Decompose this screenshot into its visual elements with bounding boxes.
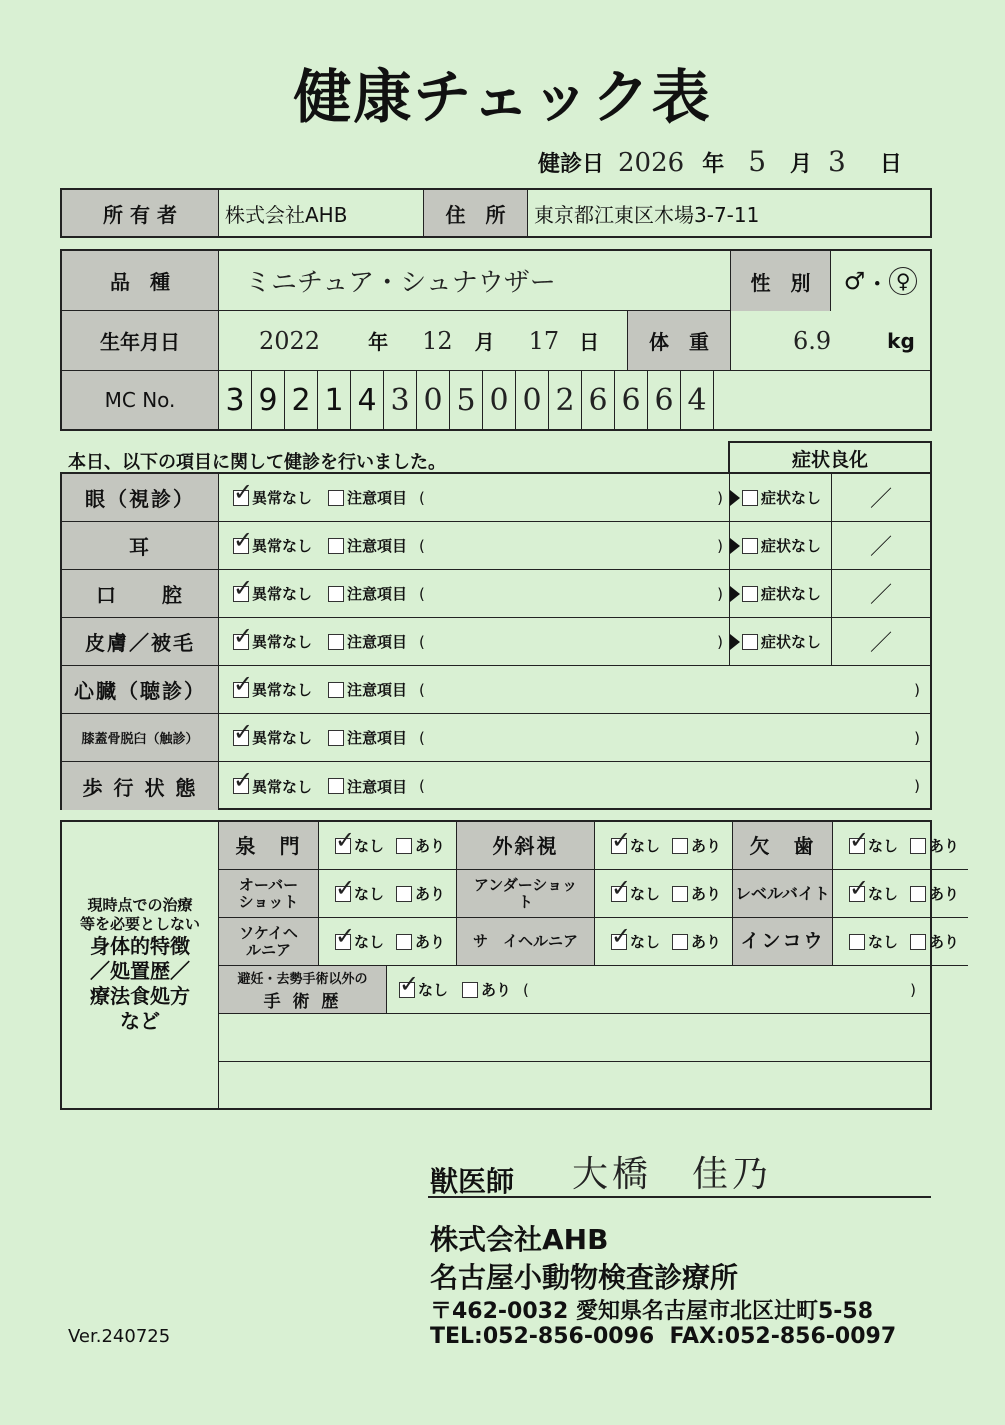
mc-digit: 2 — [285, 371, 318, 429]
none-option[interactable] — [849, 883, 898, 904]
nosymptom-option-label: 症状なし — [761, 489, 822, 507]
normal-option-label: 異常なし — [252, 489, 313, 507]
owner-value: 株式会社AHB — [219, 190, 424, 236]
improve-cell — [730, 522, 832, 570]
feature-options — [595, 822, 733, 870]
none-option[interactable] — [849, 931, 898, 952]
paren-close: ) — [717, 632, 723, 651]
intro-text: 本日、以下の項目に関して健診を行いました。 — [68, 452, 446, 473]
none-checkbox[interactable] — [611, 934, 627, 950]
mc-digit: 6 — [648, 371, 681, 429]
weight-value-cell — [731, 311, 930, 371]
attention-option-label: 注意項目 — [347, 681, 408, 699]
address-value: 東京都江東区木場3-7-11 — [534, 202, 760, 227]
mc-digit: 4 — [351, 371, 384, 429]
sex-value — [831, 251, 930, 311]
blank-row[interactable] — [219, 1062, 930, 1108]
exam-item-row — [219, 762, 930, 810]
nosymptom-option-label: 症状なし — [761, 537, 822, 555]
exam-item-label: 膝蓋骨脱臼（触診） — [62, 714, 219, 762]
nosymptom-option[interactable] — [742, 487, 821, 508]
yes-option-label: あり — [929, 933, 960, 951]
normal-option-label: 異常なし — [252, 681, 313, 699]
birth-month: 12 — [422, 326, 453, 355]
breed-value: ミニチュア・シュナウザー — [219, 251, 731, 311]
normal-option-label: 異常なし — [252, 777, 313, 796]
blank-row[interactable] — [219, 1014, 930, 1062]
birth-year: 2022 — [259, 326, 321, 355]
none-checkbox[interactable] — [611, 838, 627, 854]
yes-option[interactable] — [672, 883, 721, 904]
feature-options — [833, 870, 968, 918]
improve-slash-cell — [832, 474, 930, 522]
yes-option[interactable] — [910, 835, 959, 856]
attention-checkbox[interactable] — [328, 778, 344, 794]
paren-close: ) — [910, 980, 916, 999]
improve-slash-cell — [832, 522, 930, 570]
normal-checkbox[interactable] — [233, 538, 249, 554]
normal-option-label: 異常なし — [252, 633, 313, 651]
feature-options — [833, 918, 968, 966]
yes-option[interactable] — [396, 835, 445, 856]
paren-open: ( — [419, 536, 425, 555]
features-grid — [219, 822, 960, 1108]
attention-option[interactable] — [328, 535, 407, 556]
normal-option-label: 異常なし — [252, 537, 313, 555]
exam-item-row — [219, 618, 730, 666]
exam-date — [538, 145, 902, 178]
yes-option-label: あり — [415, 933, 446, 951]
body-section-line: 療法食処方 — [90, 983, 190, 1008]
yes-checkbox[interactable] — [396, 934, 412, 950]
body-section-line: 等を必要としない — [79, 915, 200, 933]
feature-label: 欠 歯 — [733, 822, 833, 870]
arrow-right-icon — [730, 586, 740, 602]
birth-year-unit: 年 — [368, 330, 389, 354]
exam-item-label: 皮膚／被毛 — [62, 618, 219, 666]
yes-checkbox[interactable] — [910, 838, 926, 854]
mc-digit: 0 — [483, 371, 516, 429]
exam-item-label: 口 腔 — [62, 570, 219, 618]
attention-option[interactable] — [328, 487, 407, 508]
feature-options — [319, 870, 457, 918]
pet-info-table — [60, 249, 932, 431]
improve-slash-cell — [832, 618, 930, 666]
attention-option[interactable] — [328, 679, 407, 700]
yes-option-label: あり — [691, 837, 722, 855]
sex-label: 性 別 — [731, 251, 831, 311]
attention-option-label: 注意項目 — [347, 777, 408, 796]
mc-label: MC No. — [62, 371, 219, 429]
none-option[interactable] — [611, 883, 660, 904]
exam-date-day: 3 — [828, 145, 846, 178]
none-option-label: なし — [868, 885, 899, 903]
none-option[interactable] — [611, 835, 660, 856]
owner-address-table — [60, 188, 932, 238]
yes-option[interactable] — [672, 931, 721, 952]
none-option[interactable] — [849, 835, 898, 856]
surgery-yes-option[interactable] — [462, 979, 511, 1000]
paren-open: ( — [523, 980, 529, 999]
paren-close: ) — [717, 584, 723, 603]
normal-checkbox[interactable] — [233, 682, 249, 698]
yes-checkbox[interactable] — [910, 886, 926, 902]
none-option-label: なし — [868, 933, 899, 951]
body-section-line: など — [120, 1008, 160, 1033]
body-section-line: ／処置歴／ — [90, 958, 190, 983]
mc-digit: 3 — [219, 371, 252, 429]
birth-value — [219, 311, 628, 371]
body-section-label — [62, 822, 219, 1108]
improve-header-label: 症状良化 — [791, 449, 868, 471]
mc-digit: 2 — [549, 371, 582, 429]
surgery-none-option[interactable] — [399, 979, 448, 1000]
surgery-label-top: 避妊・去勢手術以外の — [237, 971, 368, 987]
mc-digit: 6 — [582, 371, 615, 429]
nosymptom-option-label: 症状なし — [761, 633, 822, 651]
yes-option[interactable] — [672, 835, 721, 856]
none-checkbox[interactable] — [335, 934, 351, 950]
attention-checkbox[interactable] — [328, 538, 344, 554]
paren-close: ) — [717, 536, 723, 555]
paren-open: ( — [419, 632, 425, 651]
mc-digit: 0 — [516, 371, 549, 429]
yes-option-label: あり — [415, 885, 446, 903]
exam-date-month: 5 — [748, 145, 767, 178]
exam-item-row — [219, 666, 930, 714]
normal-option[interactable] — [233, 727, 312, 748]
attention-checkbox[interactable] — [328, 490, 344, 506]
improve-cell — [730, 474, 832, 522]
birth-day-unit: 日 — [579, 330, 600, 354]
feature-label: インコウ — [733, 918, 833, 966]
nosymptom-option-label: 症状なし — [761, 585, 822, 603]
attention-checkbox[interactable] — [328, 682, 344, 698]
yes-option[interactable] — [910, 883, 959, 904]
birth-month-unit: 月 — [474, 330, 495, 354]
surgery-label-bottom: 手 術 歴 — [263, 991, 342, 1012]
birth-day: 17 — [528, 326, 560, 355]
feature-label: 外斜視 — [457, 822, 595, 870]
feature-label: サ イヘルニア — [457, 918, 595, 966]
surgery-yes-label: あり — [481, 981, 512, 999]
paren-open: ( — [419, 488, 425, 507]
attention-option-label: 注意項目 — [347, 489, 408, 507]
paren-close: ) — [914, 777, 920, 795]
yes-option-label: あり — [691, 885, 722, 903]
yes-option[interactable] — [910, 931, 959, 952]
paren-close: ) — [914, 680, 920, 699]
none-option-label: なし — [354, 885, 385, 903]
none-option[interactable] — [611, 931, 660, 952]
normal-option-label: 異常なし — [252, 729, 313, 747]
mc-digit: 4 — [681, 371, 714, 429]
attention-checkbox[interactable] — [328, 730, 344, 746]
attention-option[interactable] — [328, 727, 407, 748]
normal-checkbox[interactable] — [233, 634, 249, 650]
clinic-address: 〒462-0032 愛知県名古屋市北区辻町5-58 — [430, 1299, 873, 1324]
vet-label: 獣医師 — [430, 1165, 515, 1198]
attention-option[interactable] — [328, 583, 407, 604]
yes-option-label: あり — [929, 885, 960, 903]
exam-item-label: 歩 行 状 態 — [62, 762, 219, 810]
nosymptom-option[interactable] — [742, 631, 821, 652]
improve-slash: ／ — [869, 535, 892, 560]
none-option-label: なし — [354, 837, 385, 855]
normal-checkbox[interactable] — [233, 730, 249, 746]
feature-label: レベルバイト — [733, 870, 833, 918]
yes-option[interactable] — [396, 883, 445, 904]
attention-checkbox[interactable] — [328, 586, 344, 602]
nosymptom-option[interactable] — [742, 535, 821, 556]
clinic-name: 名古屋小動物検査診療所 — [430, 1261, 739, 1294]
yes-option[interactable] — [396, 931, 445, 952]
breed-label: 品 種 — [62, 251, 219, 311]
feature-options — [319, 918, 457, 966]
none-option-label: なし — [630, 837, 661, 855]
body-section-line: 現時点での治療 — [87, 896, 193, 915]
mc-digit: 3 — [384, 371, 417, 429]
version-label: Ver.240725 — [68, 1326, 171, 1347]
none-checkbox[interactable] — [849, 838, 865, 854]
exam-date-day-unit: 日 — [879, 152, 902, 177]
weight-unit: kg — [887, 328, 915, 353]
nosymptom-checkbox[interactable] — [742, 538, 758, 554]
feature-label: ソケイヘルニア — [219, 918, 319, 966]
exam-items-table — [60, 472, 932, 810]
paren-open: ( — [419, 584, 425, 603]
none-checkbox[interactable] — [335, 838, 351, 854]
none-option[interactable] — [335, 883, 384, 904]
arrow-right-icon — [730, 490, 740, 506]
surgery-none-checkbox[interactable] — [399, 982, 415, 998]
paren-open: ( — [419, 728, 425, 747]
page-title: 健康チェック表 — [293, 63, 712, 131]
normal-checkbox[interactable] — [233, 778, 249, 794]
exam-item-row — [219, 570, 730, 618]
improve-header — [728, 441, 932, 474]
surgery-yes-checkbox[interactable] — [462, 982, 478, 998]
yes-option-label: あり — [691, 933, 722, 951]
vet-name: 大橋 佳乃 — [572, 1154, 773, 1195]
none-option[interactable] — [335, 931, 384, 952]
none-option[interactable] — [335, 835, 384, 856]
attention-checkbox[interactable] — [328, 634, 344, 650]
mc-digit: 1 — [318, 371, 351, 429]
yes-option-label: あり — [929, 837, 960, 855]
feature-options — [595, 918, 733, 966]
arrow-right-icon — [730, 634, 740, 650]
nosymptom-checkbox[interactable] — [742, 586, 758, 602]
attention-option-label: 注意項目 — [347, 585, 408, 603]
yes-checkbox[interactable] — [910, 934, 926, 950]
feature-options — [319, 822, 457, 870]
attention-option-label: 注意項目 — [347, 729, 408, 747]
sex-dot: ・ — [865, 269, 890, 298]
body-features-table — [60, 820, 960, 1110]
normal-option[interactable] — [233, 776, 312, 797]
none-checkbox[interactable] — [611, 886, 627, 902]
exam-date-month-unit: 月 — [790, 152, 813, 177]
yes-option-label: あり — [415, 837, 446, 855]
mc-digit: 5 — [450, 371, 483, 429]
exam-item-label: 眼（視診） — [62, 474, 219, 522]
yes-checkbox[interactable] — [672, 838, 688, 854]
none-checkbox[interactable] — [849, 886, 865, 902]
attention-option-label: 注意項目 — [347, 537, 408, 555]
improve-slash: ／ — [869, 583, 892, 608]
exam-date-year: 2026 — [618, 148, 685, 178]
weight-label: 体 重 — [628, 311, 731, 371]
none-option-label: なし — [630, 885, 661, 903]
attention-option[interactable] — [328, 776, 407, 797]
normal-option[interactable] — [233, 487, 312, 508]
improve-slash: ／ — [869, 631, 892, 656]
surgery-none-label: なし — [418, 981, 449, 999]
mc-number — [219, 371, 714, 429]
sex-male: ♂ — [843, 267, 866, 295]
normal-checkbox[interactable] — [233, 586, 249, 602]
nosymptom-checkbox[interactable] — [742, 634, 758, 650]
arrow-right-icon — [730, 538, 740, 554]
nosymptom-option[interactable] — [742, 583, 821, 604]
paren-close: ) — [914, 728, 920, 747]
exam-item-row — [219, 474, 730, 522]
normal-option-label: 異常なし — [252, 585, 313, 603]
improve-cell — [730, 618, 832, 666]
yes-checkbox[interactable] — [672, 934, 688, 950]
none-checkbox[interactable] — [849, 934, 865, 950]
surgery-label — [219, 966, 387, 1014]
exam-item-row — [219, 522, 730, 570]
exam-item-label: 耳 — [62, 522, 219, 570]
birth-label: 生年月日 — [62, 311, 219, 371]
paren-open: ( — [419, 777, 425, 795]
mc-digit: 0 — [417, 371, 450, 429]
mc-digit: 9 — [252, 371, 285, 429]
mc-digit: 6 — [615, 371, 648, 429]
feature-options — [595, 870, 733, 918]
paren-close: ) — [717, 488, 723, 507]
weight-value: 6.9 — [793, 326, 832, 355]
yes-checkbox[interactable] — [672, 886, 688, 902]
improve-slash: ／ — [869, 487, 892, 512]
attention-option-label: 注意項目 — [347, 633, 408, 651]
exam-item-row — [219, 714, 930, 762]
none-option-label: なし — [354, 933, 385, 951]
clinic-company: 株式会社AHB — [430, 1223, 609, 1256]
none-checkbox[interactable] — [335, 886, 351, 902]
yes-checkbox[interactable] — [396, 886, 412, 902]
paren-open: ( — [419, 680, 425, 699]
owner-label: 所 有 者 — [62, 190, 219, 236]
normal-option[interactable] — [233, 679, 312, 700]
clinic-phone: TEL:052-856-0096 FAX:052-856-0097 — [430, 1324, 897, 1349]
body-section-line: 身体的特徴 — [90, 933, 190, 958]
feature-options — [833, 822, 968, 870]
yes-checkbox[interactable] — [396, 838, 412, 854]
feature-label: オーバーショット — [219, 870, 319, 918]
exam-date-year-unit: 年 — [702, 152, 725, 177]
sex-female: ♀ — [889, 267, 917, 295]
none-option-label: なし — [630, 933, 661, 951]
surgery-options — [387, 966, 930, 1014]
normal-option[interactable] — [233, 631, 312, 652]
improve-cell — [730, 570, 832, 618]
normal-option[interactable] — [233, 535, 312, 556]
address-label: 住 所 — [424, 190, 528, 236]
normal-option[interactable] — [233, 583, 312, 604]
feature-label: 泉 門 — [219, 822, 319, 870]
exam-item-label: 心臓（聴診） — [62, 666, 219, 714]
improve-slash-cell — [832, 570, 930, 618]
attention-option[interactable] — [328, 631, 407, 652]
feature-label: アンダーショット — [457, 870, 595, 918]
normal-checkbox[interactable] — [233, 490, 249, 506]
nosymptom-checkbox[interactable] — [742, 490, 758, 506]
exam-date-label: 健診日 — [538, 152, 605, 177]
none-option-label: なし — [868, 837, 899, 855]
